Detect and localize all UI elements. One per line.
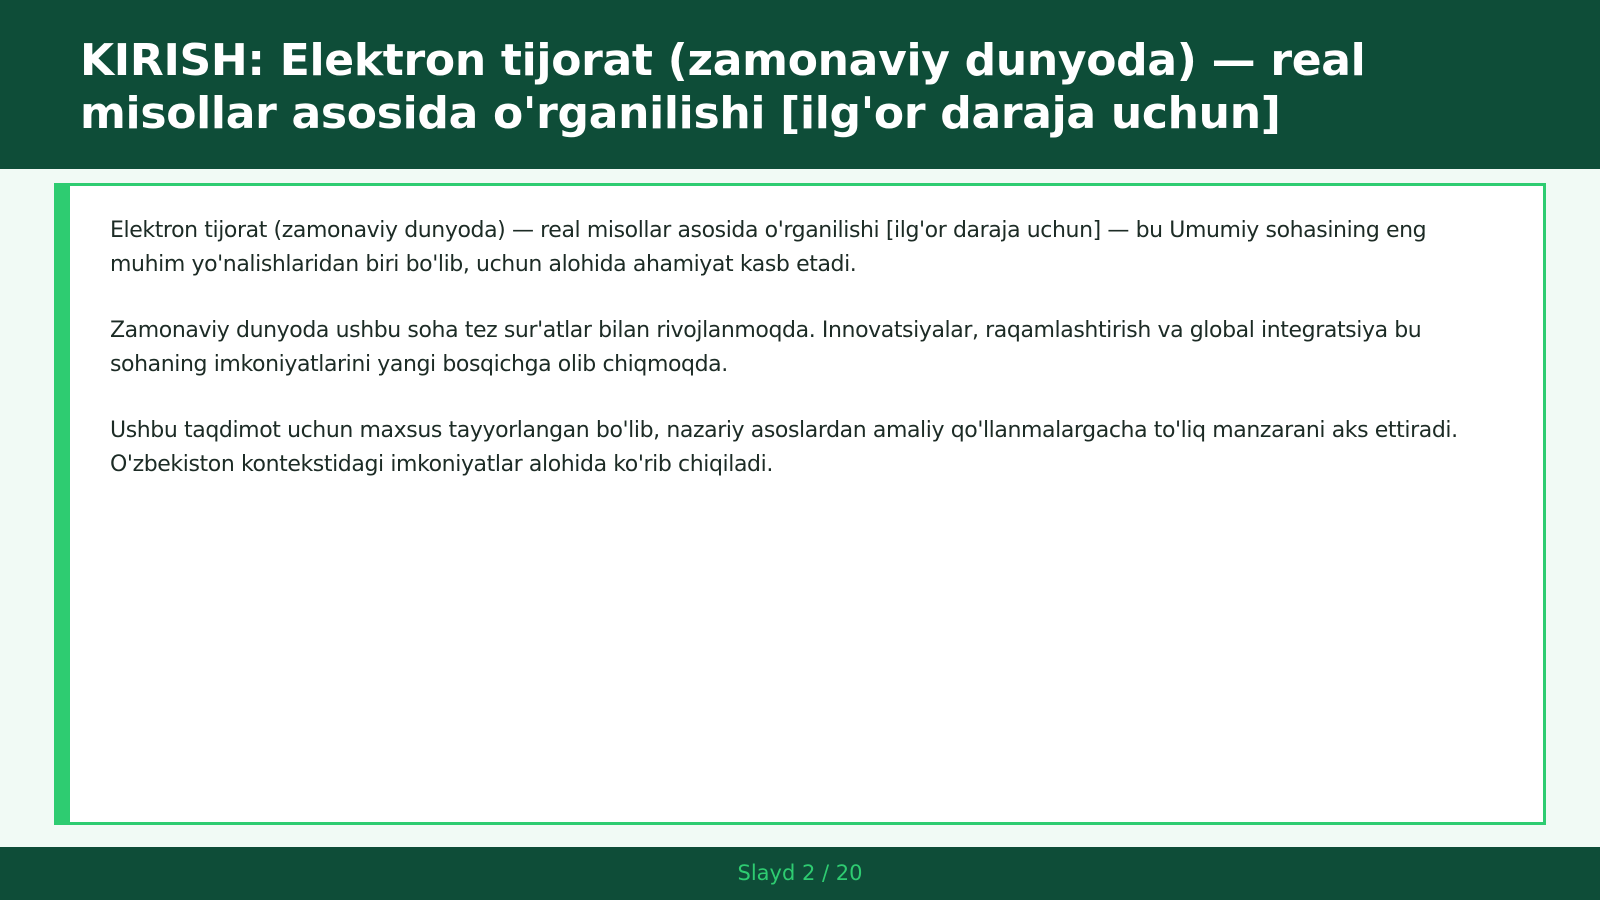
slide-header: [0, 0, 1600, 169]
slide-number: Slayd 2 / 20: [737, 861, 863, 885]
intro-paragraph: Elektron tijorat (zamonaviy dunyoda) — real misollar asosida o'rganilishi [ilg'or daraja uchun] — bu Umumiy sohasining eng muhim yo'nalishlaridan biri bo'lib, uchun alohida ahamiyat kasb etadi.: [110, 218, 1427, 277]
slide-footer: [0, 847, 1600, 900]
content-card: [54, 183, 1546, 825]
modern-world-paragraph: Zamonaviy dunyoda ushbu soha tez sur'atlar bilan rivojlanmoqda. Innovatsiyalar, raqamlashtirish va global integratsiya bu sohaning imkoniyatlarini yangi bosqichga olib chiqmoqda.: [110, 318, 1422, 377]
presentation-purpose-paragraph: Ushbu taqdimot uchun maxsus tayyorlangan bo'lib, nazariy asoslardan amaliy qo'llanmalargacha to'liq manzarani aks ettiradi. O'zbekiston kontekstidagi imkoniyatlar alohida ko'rib chiqiladi.: [110, 418, 1458, 477]
slide-title: KIRISH: Elektron tijorat (zamonaviy dunyoda) — real misollar asosida o'rganilishi [ilg'or daraja uchun]: [80, 35, 1366, 139]
